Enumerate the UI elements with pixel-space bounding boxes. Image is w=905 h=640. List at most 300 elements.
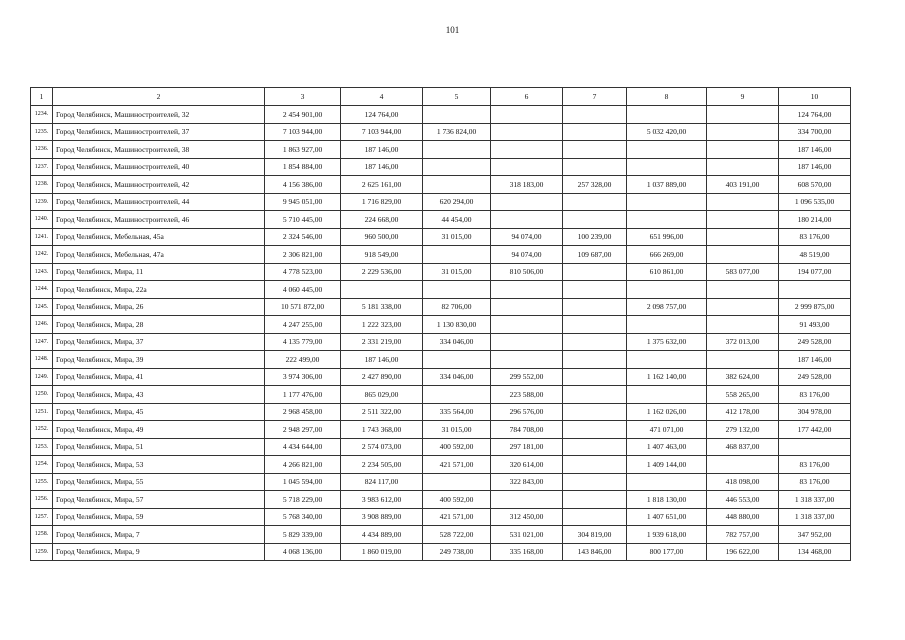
value-cell [423, 246, 491, 264]
total-cost-cell: 5 829 339,00 [265, 526, 341, 544]
value-cell: 109 687,00 [563, 246, 627, 264]
value-cell [779, 438, 851, 456]
table-row [31, 403, 851, 421]
value-cell [563, 263, 627, 281]
value-cell: 187 146,00 [341, 158, 423, 176]
value-cell: 249 738,00 [423, 543, 491, 561]
value-cell: 2 999 875,00 [779, 298, 851, 316]
address-cell: Город Челябинск, Мира, 51 [53, 438, 265, 456]
value-cell [563, 386, 627, 404]
value-cell [563, 281, 627, 299]
row-number-cell: 1242. [31, 246, 53, 264]
value-cell [563, 508, 627, 526]
value-cell [491, 123, 563, 141]
address-cell: Город Челябинск, Мира, 39 [53, 351, 265, 369]
address-cell: Город Челябинск, Мира, 55 [53, 473, 265, 491]
address-cell: Город Челябинск, Мира, 43 [53, 386, 265, 404]
address-cell: Город Челябинск, Машиностроителей, 38 [53, 141, 265, 159]
value-cell: 1 162 140,00 [627, 368, 707, 386]
value-cell [707, 228, 779, 246]
table-row [31, 351, 851, 369]
value-cell [707, 246, 779, 264]
value-cell: 1 318 337,00 [779, 491, 851, 509]
value-cell [491, 281, 563, 299]
value-cell [491, 491, 563, 509]
total-cost-cell: 1 863 927,00 [265, 141, 341, 159]
value-cell: 1 860 019,00 [341, 543, 423, 561]
value-cell: 304 978,00 [779, 403, 851, 421]
value-cell: 2 511 322,00 [341, 403, 423, 421]
value-cell [707, 298, 779, 316]
value-cell: 5 032 420,00 [627, 123, 707, 141]
value-cell: 83 176,00 [779, 456, 851, 474]
row-number-cell: 1239. [31, 193, 53, 211]
value-cell [491, 193, 563, 211]
table-row [31, 176, 851, 194]
value-cell: 400 592,00 [423, 438, 491, 456]
total-cost-cell: 1 177 476,00 [265, 386, 341, 404]
value-cell: 257 328,00 [563, 176, 627, 194]
value-cell [563, 403, 627, 421]
row-number-cell: 1236. [31, 141, 53, 159]
table-row [31, 316, 851, 334]
address-cell: Город Челябинск, Мира, 49 [53, 421, 265, 439]
value-cell: 421 571,00 [423, 508, 491, 526]
table-row [31, 368, 851, 386]
value-cell [627, 281, 707, 299]
total-cost-cell: 2 454 901,00 [265, 106, 341, 124]
value-cell: 7 103 944,00 [341, 123, 423, 141]
value-cell: 1 409 144,00 [627, 456, 707, 474]
total-cost-cell: 1 045 594,00 [265, 473, 341, 491]
value-cell [707, 351, 779, 369]
value-cell: 180 214,00 [779, 211, 851, 229]
total-cost-cell: 2 324 546,00 [265, 228, 341, 246]
value-cell: 4 434 889,00 [341, 526, 423, 544]
table-row [31, 281, 851, 299]
value-cell: 418 098,00 [707, 473, 779, 491]
value-cell [491, 298, 563, 316]
value-cell: 2 574 073,00 [341, 438, 423, 456]
value-cell [491, 158, 563, 176]
column-header: 1 [31, 88, 53, 106]
row-number-cell: 1250. [31, 386, 53, 404]
value-cell [563, 351, 627, 369]
value-cell [563, 106, 627, 124]
value-cell [627, 158, 707, 176]
value-cell: 960 500,00 [341, 228, 423, 246]
value-cell: 224 668,00 [341, 211, 423, 229]
value-cell [707, 456, 779, 474]
value-cell: 124 764,00 [341, 106, 423, 124]
value-cell: 1 407 651,00 [627, 508, 707, 526]
value-cell [563, 141, 627, 159]
page-number: 101 [445, 25, 460, 35]
value-cell [423, 351, 491, 369]
row-number-cell: 1252. [31, 421, 53, 439]
value-cell: 1 037 889,00 [627, 176, 707, 194]
column-header: 10 [779, 88, 851, 106]
value-cell: 3 908 889,00 [341, 508, 423, 526]
value-cell [707, 193, 779, 211]
value-cell: 2 625 161,00 [341, 176, 423, 194]
value-cell: 608 570,00 [779, 176, 851, 194]
table-row [31, 246, 851, 264]
value-cell: 318 183,00 [491, 176, 563, 194]
value-cell [563, 316, 627, 334]
value-cell: 810 506,00 [491, 263, 563, 281]
row-number-cell: 1257. [31, 508, 53, 526]
value-cell [627, 473, 707, 491]
value-cell: 31 015,00 [423, 263, 491, 281]
value-cell: 187 146,00 [779, 141, 851, 159]
value-cell: 651 996,00 [627, 228, 707, 246]
value-cell [707, 158, 779, 176]
value-cell: 400 592,00 [423, 491, 491, 509]
value-cell: 1 716 829,00 [341, 193, 423, 211]
value-cell: 403 191,00 [707, 176, 779, 194]
value-cell: 2 427 890,00 [341, 368, 423, 386]
value-cell: 412 178,00 [707, 403, 779, 421]
value-cell [491, 141, 563, 159]
total-cost-cell: 5 768 340,00 [265, 508, 341, 526]
row-number-cell: 1256. [31, 491, 53, 509]
address-cell: Город Челябинск, Машиностроителей, 40 [53, 158, 265, 176]
address-cell: Город Челябинск, Мира, 7 [53, 526, 265, 544]
row-number-cell: 1259. [31, 543, 53, 561]
value-cell [707, 106, 779, 124]
value-cell: 1 130 830,00 [423, 316, 491, 334]
row-number-cell: 1253. [31, 438, 53, 456]
row-number-cell: 1241. [31, 228, 53, 246]
value-cell: 558 265,00 [707, 386, 779, 404]
value-cell [423, 386, 491, 404]
value-cell: 82 706,00 [423, 298, 491, 316]
value-cell [563, 123, 627, 141]
value-cell [627, 193, 707, 211]
value-cell: 528 722,00 [423, 526, 491, 544]
value-cell: 334 700,00 [779, 123, 851, 141]
table-row [31, 386, 851, 404]
value-cell: 610 861,00 [627, 263, 707, 281]
value-cell: 297 181,00 [491, 438, 563, 456]
table-row [31, 473, 851, 491]
address-cell: Город Челябинск, Мира, 28 [53, 316, 265, 334]
value-cell [341, 281, 423, 299]
value-cell: 143 846,00 [563, 543, 627, 561]
address-cell: Город Челябинск, Мира, 9 [53, 543, 265, 561]
value-cell: 1 407 463,00 [627, 438, 707, 456]
total-cost-cell: 222 499,00 [265, 351, 341, 369]
value-cell [627, 211, 707, 229]
total-cost-cell: 2 306 821,00 [265, 246, 341, 264]
total-cost-cell: 5 710 445,00 [265, 211, 341, 229]
row-number-cell: 1258. [31, 526, 53, 544]
row-number-cell: 1246. [31, 316, 53, 334]
total-cost-cell: 5 718 229,00 [265, 491, 341, 509]
value-cell: 249 528,00 [779, 368, 851, 386]
value-cell: 1 375 632,00 [627, 333, 707, 351]
value-cell: 304 819,00 [563, 526, 627, 544]
value-cell: 471 071,00 [627, 421, 707, 439]
table-row [31, 141, 851, 159]
value-cell [563, 158, 627, 176]
column-header: 3 [265, 88, 341, 106]
value-cell: 1 162 026,00 [627, 403, 707, 421]
value-cell: 334 046,00 [423, 368, 491, 386]
value-cell: 312 450,00 [491, 508, 563, 526]
value-cell [707, 211, 779, 229]
value-cell [423, 158, 491, 176]
value-cell [491, 333, 563, 351]
total-cost-cell: 2 948 297,00 [265, 421, 341, 439]
column-header: 5 [423, 88, 491, 106]
row-number-cell: 1235. [31, 123, 53, 141]
address-cell: Город Челябинск, Машиностроителей, 42 [53, 176, 265, 194]
value-cell: 249 528,00 [779, 333, 851, 351]
value-cell: 196 622,00 [707, 543, 779, 561]
table-row [31, 193, 851, 211]
value-cell: 347 952,00 [779, 526, 851, 544]
value-cell: 83 176,00 [779, 386, 851, 404]
value-cell: 1 736 824,00 [423, 123, 491, 141]
value-cell [779, 281, 851, 299]
address-cell: Город Челябинск, Машиностроителей, 44 [53, 193, 265, 211]
value-cell: 1 743 368,00 [341, 421, 423, 439]
value-cell [707, 141, 779, 159]
value-cell: 1 318 337,00 [779, 508, 851, 526]
value-cell [563, 333, 627, 351]
value-cell: 31 015,00 [423, 228, 491, 246]
value-cell [563, 421, 627, 439]
column-header: 8 [627, 88, 707, 106]
value-cell: 2 331 219,00 [341, 333, 423, 351]
value-cell [491, 351, 563, 369]
total-cost-cell: 3 974 306,00 [265, 368, 341, 386]
value-cell: 94 074,00 [491, 228, 563, 246]
row-number-cell: 1240. [31, 211, 53, 229]
value-cell [563, 456, 627, 474]
table-row [31, 228, 851, 246]
table-row [31, 438, 851, 456]
table-body [31, 106, 851, 561]
value-cell: 91 493,00 [779, 316, 851, 334]
value-cell [627, 141, 707, 159]
row-number-cell: 1251. [31, 403, 53, 421]
row-number-cell: 1237. [31, 158, 53, 176]
total-cost-cell: 7 103 944,00 [265, 123, 341, 141]
address-cell: Город Челябинск, Мебельная, 45а [53, 228, 265, 246]
row-number-cell: 1238. [31, 176, 53, 194]
column-header: 4 [341, 88, 423, 106]
value-cell: 335 564,00 [423, 403, 491, 421]
table-row [31, 263, 851, 281]
table-row [31, 333, 851, 351]
address-cell: Город Челябинск, Мира, 45 [53, 403, 265, 421]
value-cell: 784 708,00 [491, 421, 563, 439]
column-header: 6 [491, 88, 563, 106]
table-row [31, 211, 851, 229]
total-cost-cell: 4 247 255,00 [265, 316, 341, 334]
value-cell: 279 132,00 [707, 421, 779, 439]
address-cell: Город Челябинск, Машиностроителей, 32 [53, 106, 265, 124]
value-cell [627, 316, 707, 334]
value-cell: 918 549,00 [341, 246, 423, 264]
value-cell [423, 176, 491, 194]
column-header: 2 [53, 88, 265, 106]
value-cell: 83 176,00 [779, 473, 851, 491]
address-cell: Город Челябинск, Мира, 53 [53, 456, 265, 474]
total-cost-cell: 1 854 884,00 [265, 158, 341, 176]
value-cell: 187 146,00 [779, 351, 851, 369]
total-cost-cell: 4 778 523,00 [265, 263, 341, 281]
value-cell: 335 168,00 [491, 543, 563, 561]
value-cell: 83 176,00 [779, 228, 851, 246]
value-cell: 296 576,00 [491, 403, 563, 421]
table-row [31, 421, 851, 439]
value-cell [491, 106, 563, 124]
value-cell: 100 239,00 [563, 228, 627, 246]
row-number-cell: 1234. [31, 106, 53, 124]
total-cost-cell: 10 571 872,00 [265, 298, 341, 316]
value-cell: 31 015,00 [423, 421, 491, 439]
value-cell: 44 454,00 [423, 211, 491, 229]
value-cell: 2 234 505,00 [341, 456, 423, 474]
value-cell: 2 229 536,00 [341, 263, 423, 281]
address-cell: Город Челябинск, Мебельная, 47а [53, 246, 265, 264]
value-cell: 1 096 535,00 [779, 193, 851, 211]
column-header: 7 [563, 88, 627, 106]
table-row [31, 106, 851, 124]
table-row [31, 543, 851, 561]
table-row [31, 123, 851, 141]
table-header-row [31, 88, 851, 106]
row-number-cell: 1245. [31, 298, 53, 316]
value-cell: 124 764,00 [779, 106, 851, 124]
value-cell: 468 837,00 [707, 438, 779, 456]
value-cell [627, 106, 707, 124]
value-cell: 2 098 757,00 [627, 298, 707, 316]
value-cell [423, 473, 491, 491]
address-cell: Город Челябинск, Мира, 22а [53, 281, 265, 299]
column-header: 9 [707, 88, 779, 106]
address-cell: Город Челябинск, Мира, 57 [53, 491, 265, 509]
value-cell [563, 491, 627, 509]
value-cell: 48 519,00 [779, 246, 851, 264]
value-cell: 800 177,00 [627, 543, 707, 561]
value-cell: 448 880,00 [707, 508, 779, 526]
value-cell: 223 588,00 [491, 386, 563, 404]
value-cell [627, 351, 707, 369]
value-cell [423, 141, 491, 159]
total-cost-cell: 4 135 779,00 [265, 333, 341, 351]
row-number-cell: 1255. [31, 473, 53, 491]
value-cell: 177 442,00 [779, 421, 851, 439]
total-cost-cell: 9 945 051,00 [265, 193, 341, 211]
value-cell [491, 211, 563, 229]
address-cell: Город Челябинск, Машиностроителей, 37 [53, 123, 265, 141]
row-number-cell: 1247. [31, 333, 53, 351]
address-cell: Город Челябинск, Мира, 37 [53, 333, 265, 351]
total-cost-cell: 4 068 136,00 [265, 543, 341, 561]
value-cell: 299 552,00 [491, 368, 563, 386]
value-cell [707, 281, 779, 299]
address-cell: Город Челябинск, Мира, 41 [53, 368, 265, 386]
table-row [31, 298, 851, 316]
address-cell: Город Челябинск, Мира, 26 [53, 298, 265, 316]
value-cell [627, 386, 707, 404]
value-cell: 334 046,00 [423, 333, 491, 351]
value-cell: 187 146,00 [341, 141, 423, 159]
total-cost-cell: 4 434 644,00 [265, 438, 341, 456]
address-cell: Город Челябинск, Мира, 59 [53, 508, 265, 526]
value-cell: 1 939 618,00 [627, 526, 707, 544]
registry-table [30, 87, 851, 561]
value-cell: 94 074,00 [491, 246, 563, 264]
value-cell: 666 269,00 [627, 246, 707, 264]
value-cell: 824 117,00 [341, 473, 423, 491]
value-cell [563, 298, 627, 316]
value-cell [707, 316, 779, 334]
value-cell: 322 843,00 [491, 473, 563, 491]
table-row [31, 526, 851, 544]
value-cell: 446 553,00 [707, 491, 779, 509]
value-cell: 421 571,00 [423, 456, 491, 474]
value-cell: 531 021,00 [491, 526, 563, 544]
value-cell: 583 077,00 [707, 263, 779, 281]
row-number-cell: 1244. [31, 281, 53, 299]
value-cell: 187 146,00 [341, 351, 423, 369]
value-cell [563, 438, 627, 456]
table-row [31, 491, 851, 509]
value-cell: 1 222 323,00 [341, 316, 423, 334]
address-cell: Город Челябинск, Мира, 11 [53, 263, 265, 281]
value-cell: 372 013,00 [707, 333, 779, 351]
value-cell: 1 818 130,00 [627, 491, 707, 509]
total-cost-cell: 4 156 386,00 [265, 176, 341, 194]
table-row [31, 456, 851, 474]
value-cell: 782 757,00 [707, 526, 779, 544]
row-number-cell: 1249. [31, 368, 53, 386]
address-cell: Город Челябинск, Машиностроителей, 46 [53, 211, 265, 229]
row-number-cell: 1243. [31, 263, 53, 281]
total-cost-cell: 4 266 821,00 [265, 456, 341, 474]
value-cell [491, 316, 563, 334]
total-cost-cell: 4 060 445,00 [265, 281, 341, 299]
value-cell [563, 211, 627, 229]
row-number-cell: 1248. [31, 351, 53, 369]
row-number-cell: 1254. [31, 456, 53, 474]
value-cell: 134 468,00 [779, 543, 851, 561]
value-cell [423, 281, 491, 299]
value-cell [707, 123, 779, 141]
value-cell [563, 193, 627, 211]
value-cell: 5 181 338,00 [341, 298, 423, 316]
value-cell: 320 614,00 [491, 456, 563, 474]
value-cell: 865 029,00 [341, 386, 423, 404]
value-cell [563, 473, 627, 491]
value-cell: 620 294,00 [423, 193, 491, 211]
table-row [31, 158, 851, 176]
value-cell: 194 077,00 [779, 263, 851, 281]
value-cell: 3 983 612,00 [341, 491, 423, 509]
value-cell [563, 368, 627, 386]
value-cell: 382 624,00 [707, 368, 779, 386]
total-cost-cell: 2 968 458,00 [265, 403, 341, 421]
value-cell [423, 106, 491, 124]
value-cell: 187 146,00 [779, 158, 851, 176]
table-row [31, 508, 851, 526]
